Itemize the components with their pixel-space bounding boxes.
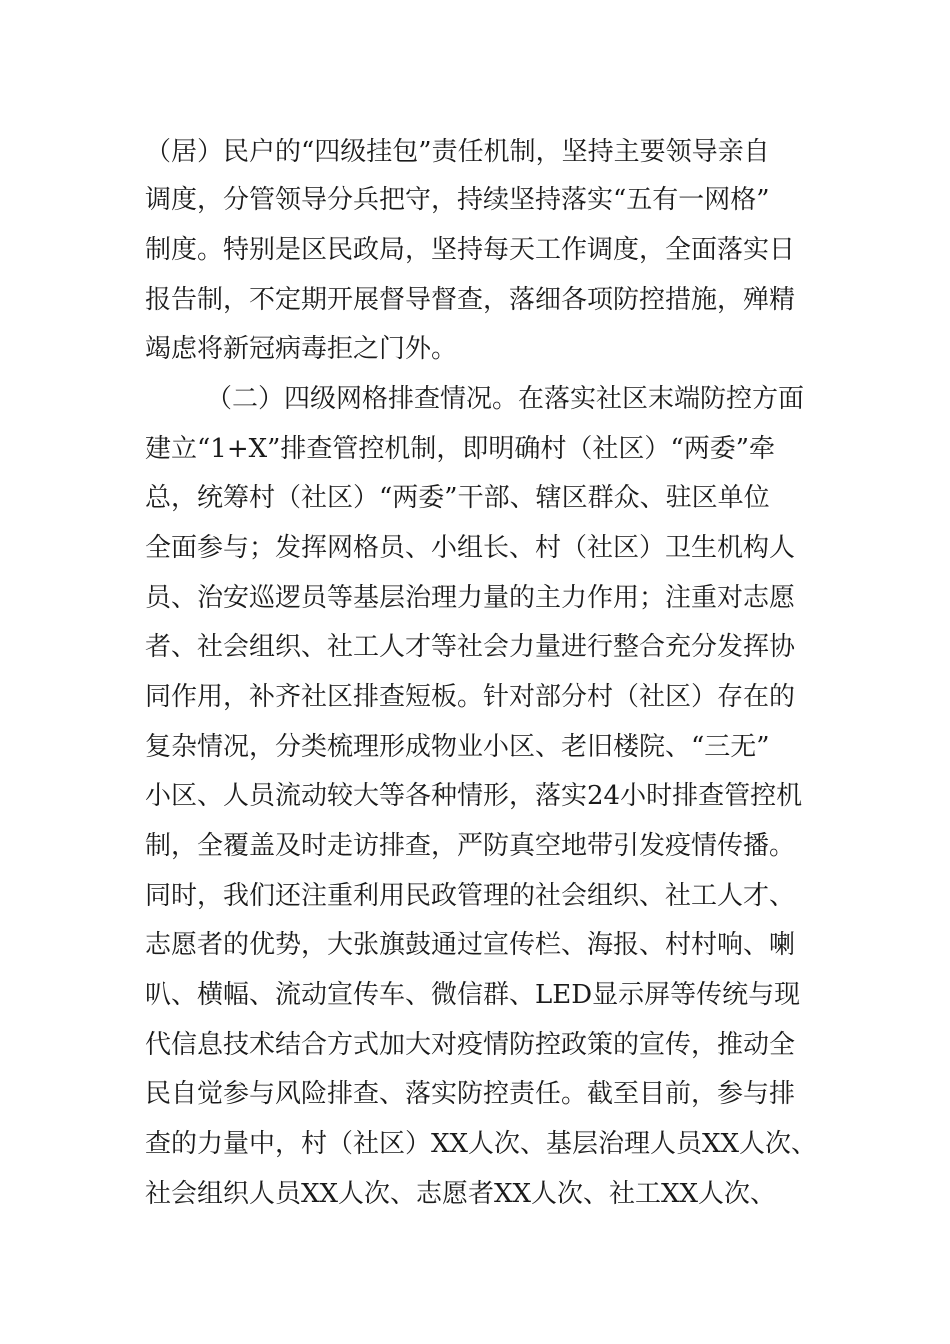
text-line: 总，统筹村（社区）“两委”干部、辖区群众、驻区单位 (145, 483, 770, 513)
text-line: 竭虑将新冠病毒拒之门外。 (145, 334, 458, 364)
text-line: 社会组织人员XX人次、志愿者XX人次、社工XX人次、 (145, 1179, 777, 1209)
text-line: 志愿者的优势，大张旗鼓通过宣传栏、海报、村村响、喇 (145, 930, 796, 960)
text-line: 小区、人员流动较大等各种情形，落实24小时排查管控机 (145, 781, 803, 811)
text-line: 建立“1+X”排查管控机制，即明确村（社区）“两委”牵 (145, 434, 776, 464)
paragraph-heading-line: （二）四级网格排查情况。在落实社区末端防控方面 (206, 384, 805, 414)
text-line: 者、社会组织、社工人才等社会力量进行整合充分发挥协 (145, 632, 796, 662)
text-line: 调度，分管领导分兵把守，持续坚持落实“五有一网格” (145, 185, 770, 215)
text-line: 代信息技术结合方式加大对疫情防控政策的宣传，推动全 (145, 1030, 796, 1060)
text-line: 报告制，不定期开展督导督查，落细各项防控措施，殚精 (145, 285, 796, 315)
text-line: 员、治安巡逻员等基层治理力量的主力作用；注重对志愿 (145, 583, 796, 613)
text-line: （居）民户的“四级挂包”责任机制，坚持主要领导亲自 (145, 137, 770, 167)
text-line: 复杂情况，分类梳理形成物业小区、老旧楼院、“三无” (145, 732, 770, 762)
text-line: 全面参与；发挥网格员、小组长、村（社区）卫生机构人 (145, 533, 796, 563)
text-line: 查的力量中，村（社区）XX人次、基层治理人员XX人次、 (145, 1129, 818, 1159)
text-line: 同作用，补齐社区排查短板。针对部分村（社区）存在的 (145, 682, 796, 712)
text-line: 制，全覆盖及时走访排查，严防真空地带引发疫情传播。 (145, 831, 796, 861)
text-line: 民自觉参与风险排查、落实防控责任。截至目前，参与排 (145, 1079, 796, 1109)
text-line: 叭、横幅、流动宣传车、微信群、LED显示屏等传统与现 (145, 980, 801, 1010)
text-line: 同时，我们还注重利用民政管理的社会组织、社工人才、 (145, 881, 796, 911)
text-line: 制度。特别是区民政局，坚持每天工作调度，全面落实日 (145, 235, 796, 265)
